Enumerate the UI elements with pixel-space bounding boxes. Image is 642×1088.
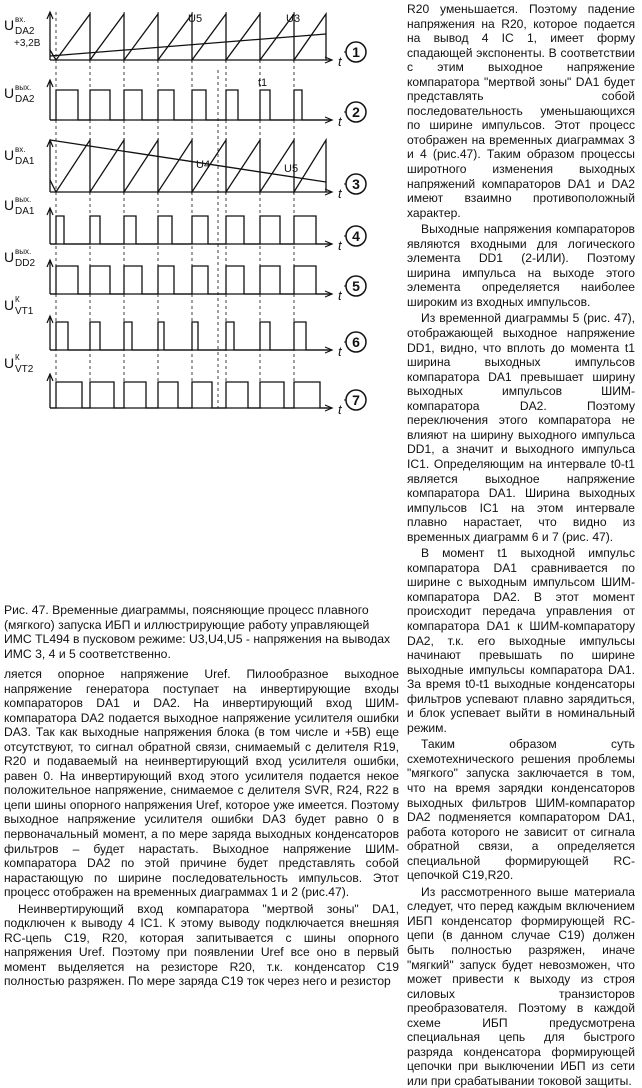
text-column-right [407,2,635,1088]
panel-label-symbol: U [4,85,15,101]
pulse-train [50,266,332,294]
panel-number: 6 [352,334,360,350]
time-axis-label: t [338,186,342,201]
panel-label-sup: вх. [15,145,26,154]
pulse-train [50,90,332,120]
time-axis-label: t [338,238,342,253]
paragraph: Таким образом суть схемотехнического решения проблемы "мягкого" запуска заключается в том, что на время зарядки конденсаторов выходных фильтров ШИМ-компаратор DA2 подменяется компаратором DA1, работа которого не зависит от сигнала обратной связи, а определяется специальной формирующей RC-цепочкой C19,R20. [407,737,635,883]
paragraph: Выходные напряжения компараторов являются входными для логического элемента DD1 (2-ИЛИ). Поэтому ширина импульса на выходе этого элемента определяется наиболее широким из входных импульсов. [407,222,635,309]
panel-label-sup: К [15,353,20,362]
panel-label-sub: DA2 [15,26,35,37]
paragraph: Неинвертирующий вход компаратора "мертвой зоны" DA1, подключен к выводу 4 IC1. К этому выводу подключается внешняя RC-цепь C19, R20, которая запитывается с шины опорного напряжения Uref. Поэтому при появлении Uref все оно в первый момент выделяется на резисторе R20, т.к. конденсатор C19 полностью разряжен. По мере заряда C19 ток через него и резистор [4,901,399,989]
panel-label-sub: VT2 [15,364,34,375]
panel-number: 4 [352,228,360,244]
panel-label-sup: вых. [15,195,32,204]
annotation-t1: t1 [258,77,268,89]
paragraph: ляется опорное напряжение Uref. Пилообразное выходное напряжение генератора поступает на инвертирующие входы компараторов DA1 и DA2. На инвертирующий вход ШИМ-компаратора DA2 подается выходное напряжение усилителя ошибки DA3. Так как выходные напряжения блока (в том числе и +5В) еще отсутствуют, то сигнал обратной связи, снимаемый с делителя R19, R20 и подаваемый на неинвертирующий вход усилителя ошибки, равен 0. На инвертирующий вход этого усилителя подается некое положительное напряжение, снимаемое с делителя SVR, R24, R22 в цепи шины опорного напряжения Uref, которое уже имеется. Поэтому выходное напряжение усилителя ошибки DA3 будет равно 0 в первоначальный момент, а по мере заряда выходных конденсаторов фильтров – будет нарастать. Выходное напряжение ШИМ-компаратора DA2 по этой причине будет представлять собой нарастающую по ширине последовательность импульсов. Этот процесс отображен на временных диаграммах 1 и 2 (рис.47). [4,667,399,900]
panel-label-sub: DD2 [15,258,36,269]
panel-label-extra: +3,2В [14,38,41,49]
panel-number: 7 [352,392,360,408]
pulse-train [50,382,332,408]
paragraph: R20 уменьшается. Поэтому падение напряжения на R20, которое подается на вывод 4 IC 1, имеет форму спадающей экспоненты. В соответствии с этим выходное напряжение компаратора "мертвой зоны" DA1 будет представлять собой последовательность уменьшающихся по ширине импульсов. Этот процесс отображен на временных диаграммах 3 и 4 (рис.47). Таким образом процессы широтного изменения выходных напряжений компараторов DA1 и DA2 имеют взаимно противоположный характер. [407,2,635,220]
annotation-u5: U5 [188,13,203,25]
panel-number: 1 [352,44,360,60]
time-axis-label: t [338,402,342,417]
time-axis-label: t [338,344,342,359]
u3-ramp [50,34,326,56]
paragraph: В момент t1 выходной импульс компаратора DA1 сравнивается по ширине с выходным импульсом ШИМ-компаратора DA2. В этот момент происходит передача управления от компаратора DA1 к ШИМ-компаратору DA2, т.к. его выходные импульсы начинают превышать по ширине выходные импульсы компаратора DA1. За время t0-t1 выходные конденсаторы фильтров успевают плавно зарядиться, и блок успевает выйти в номинальный режим. [407,546,635,735]
panel-label-symbol: U [4,197,15,213]
panel-number: 2 [352,104,360,120]
panel-label-sub: VT1 [15,306,34,317]
paragraph: Из временной диаграммы 5 (рис. 47), отображающей выходное напряжение DD1, видно, что вплоть до момента t1 ширина выходных импульсов компаратора DA1 превышает ширину выходных импульсов ШИМ-компаратора DA2. Поэтому переключения этого компаратора не влияют на ширину выходного импульса DD1, а значит и выходного импульса IC1. Определяющим на интервале t0-t1 является выходное напряжение компаратора DA1. Ширина выходных импульсов IC1 на этом интервале плавно нарастает, что видно из временных диаграмм 6 и 7 (рис. 47). [407,311,635,544]
annotation-u4: U4 [196,159,211,171]
figure-caption: Рис. 47. Временные диаграммы, поясняющие процесс плавного (мягкого) запуска ИБП и иллюстрирующие работу управляющей ИМС TL494 в пусковом режиме: U3,U4,U5 - напряжения на выводах ИМС 3, 4 и 5 соответственно. [4,603,391,661]
panel-label-sup: вх. [15,15,26,24]
panel-label-symbol: U [4,355,15,371]
panel-label-symbol: U [4,297,15,313]
panel-label-sub: DA1 [15,156,35,167]
panel-label-sup: вых. [15,83,32,92]
panel-number: 3 [352,176,360,192]
pulse-train [50,322,332,350]
timing-diagram [0,0,400,600]
time-axis-label: t [338,114,342,129]
panel-label-symbol: U [4,17,15,33]
paragraph: Из рассмотренного выше материала следует, что перед каждым включением ИБП конденсатор формирующей RC-цепи (в данном случае C19) должен быть полностью разряжен, иначе "мягкий" запуск будет невозможен, что может привести к выходу из строя силовых транзисторов преобразователя. Поэтому в каждой схеме ИБП предусмотрена специальная цепь для быстрого разряда конденсатора формирующей цепочки при выключении ИБП из сети или при срабатывании токовой защиты. [407,884,635,1088]
pulse-train [50,216,332,244]
panel-label-symbol: U [4,249,15,265]
panel-label-sub: DA1 [15,206,35,217]
panel-number: 5 [352,278,360,294]
panel-label-sup: вых. [15,247,32,256]
panel-label-sup: К [15,295,20,304]
time-axis-label: t [338,54,342,69]
text-column-left [4,667,399,989]
annotation-u5: U5 [284,163,299,175]
time-axis-label: t [338,288,342,303]
panel-label-sub: DA2 [15,94,35,105]
panel-label-symbol: U [4,147,15,163]
annotation-u3: U3 [286,13,301,25]
